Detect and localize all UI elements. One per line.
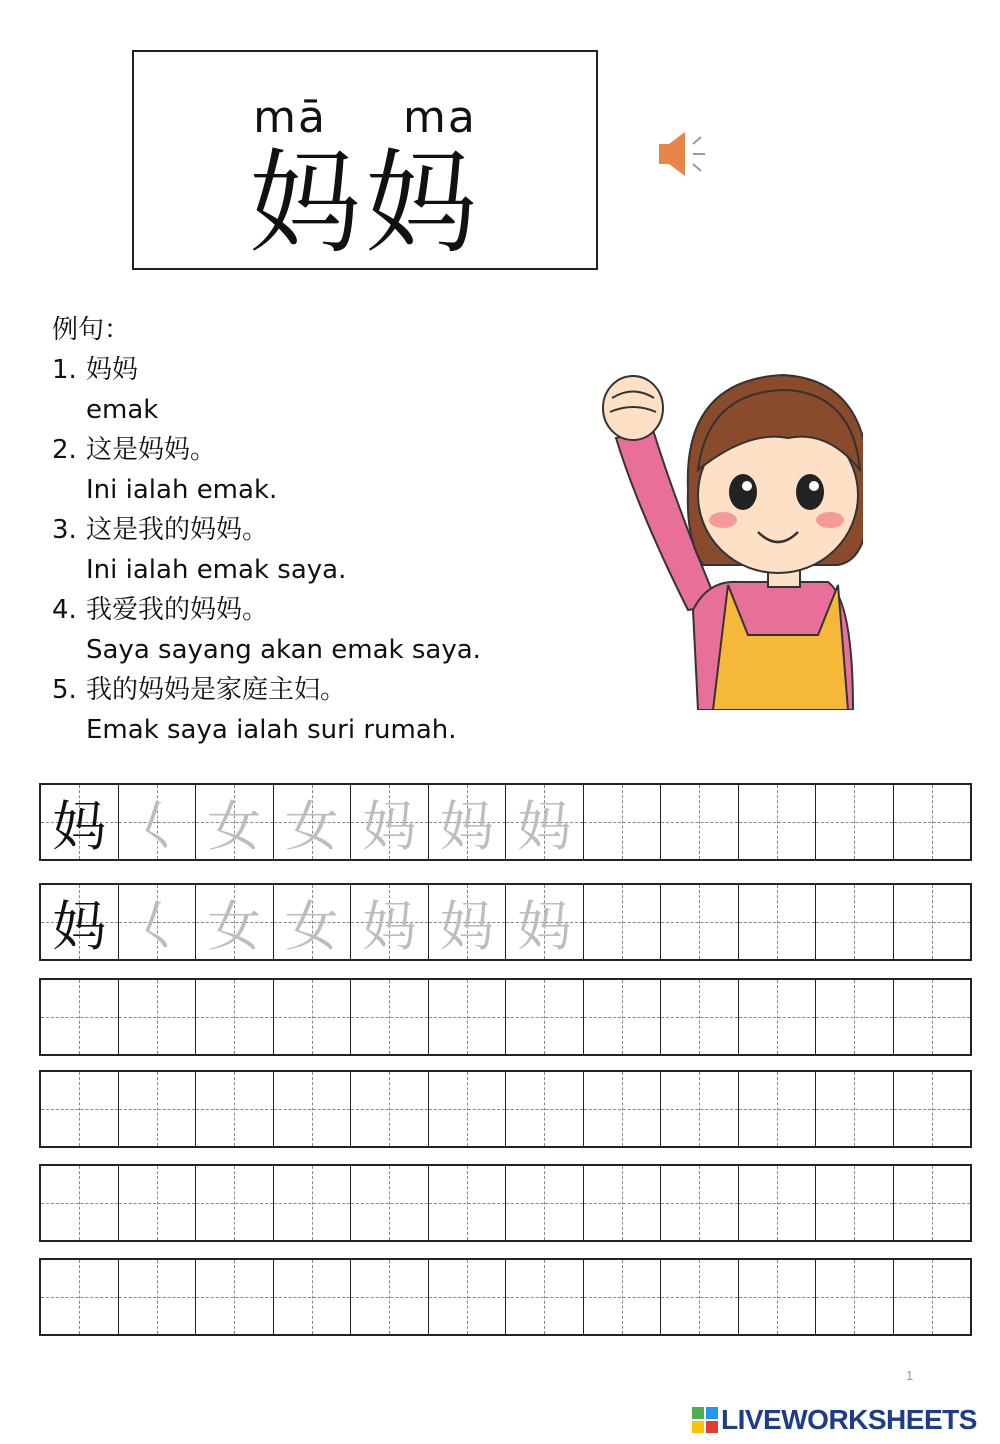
writing-cell[interactable]	[816, 980, 894, 1054]
writing-cell[interactable]	[894, 1166, 971, 1240]
blank-practice-row	[39, 1164, 972, 1242]
example-number: 2.	[52, 435, 77, 465]
writing-cell[interactable]	[274, 885, 352, 959]
writing-cell[interactable]	[274, 1260, 352, 1334]
writing-cell[interactable]	[661, 1166, 739, 1240]
example-malay: Saya sayang akan emak saya.	[86, 635, 481, 665]
stroke-trace-character: 𡿨	[129, 794, 184, 858]
example-sentences	[52, 310, 612, 750]
writing-cell[interactable]	[41, 785, 119, 859]
writing-cell[interactable]	[41, 1260, 119, 1334]
example-chinese-line	[52, 670, 612, 710]
writing-cell[interactable]	[739, 1166, 817, 1240]
writing-cell[interactable]	[119, 980, 197, 1054]
writing-cell[interactable]	[739, 980, 817, 1054]
example-malay: Ini ialah emak.	[86, 475, 278, 505]
writing-cell[interactable]	[119, 885, 197, 959]
blank-practice-row	[39, 1070, 972, 1148]
example-number: 3.	[52, 515, 77, 545]
writing-cell[interactable]	[196, 1072, 274, 1146]
example-chinese-line	[52, 510, 612, 550]
model-character: 妈	[52, 894, 107, 958]
writing-cell[interactable]	[351, 785, 429, 859]
example-chinese: 这是妈妈。	[86, 435, 217, 465]
writing-cell[interactable]	[894, 1260, 971, 1334]
writing-cell[interactable]	[429, 885, 507, 959]
stroke-trace-character: 妈	[517, 894, 572, 958]
example-chinese: 我爱我的妈妈。	[86, 595, 269, 625]
writing-cell[interactable]	[661, 885, 739, 959]
writing-cell[interactable]	[351, 1072, 429, 1146]
writing-cell[interactable]	[506, 1166, 584, 1240]
page-number: 1	[906, 1368, 914, 1383]
writing-cell[interactable]	[351, 1260, 429, 1334]
pinyin-syllable-2: ma	[403, 92, 477, 143]
speaker-icon[interactable]	[655, 128, 711, 180]
example-number: 5.	[52, 675, 77, 705]
writing-cell[interactable]	[274, 980, 352, 1054]
writing-cell[interactable]	[584, 885, 662, 959]
example-number: 4.	[52, 595, 77, 625]
example-number: 1.	[52, 355, 77, 385]
writing-cell[interactable]	[351, 1166, 429, 1240]
writing-cell[interactable]	[661, 980, 739, 1054]
writing-cell[interactable]	[816, 1166, 894, 1240]
writing-cell[interactable]	[429, 980, 507, 1054]
blank-practice-row	[39, 1258, 972, 1336]
writing-cell[interactable]	[584, 1260, 662, 1334]
example-malay: Ini ialah emak saya.	[86, 555, 347, 585]
writing-cell[interactable]	[816, 1072, 894, 1146]
writing-cell[interactable]	[739, 1260, 817, 1334]
writing-cell[interactable]	[429, 1072, 507, 1146]
writing-cell[interactable]	[506, 980, 584, 1054]
writing-cell[interactable]	[584, 980, 662, 1054]
writing-cell[interactable]	[739, 885, 817, 959]
example-malay: emak	[86, 395, 159, 425]
writing-cell[interactable]	[351, 980, 429, 1054]
example-chinese-line	[52, 430, 612, 470]
stroke-trace-character: 𡿨	[129, 894, 184, 958]
writing-cell[interactable]	[506, 885, 584, 959]
writing-cell[interactable]	[584, 1166, 662, 1240]
stroke-trace-character: 妈	[517, 794, 572, 858]
stroke-trace-character: 女	[284, 794, 339, 858]
pinyin-syllable-1: mā	[253, 92, 327, 143]
writing-cell[interactable]	[661, 785, 739, 859]
writing-cell[interactable]	[196, 980, 274, 1054]
example-chinese: 妈妈	[86, 355, 139, 385]
example-malay: Emak saya ialah suri rumah.	[86, 715, 457, 745]
stroke-order-row	[39, 883, 972, 961]
examples-heading: 例句：	[52, 315, 131, 345]
writing-cell[interactable]	[41, 980, 119, 1054]
writing-cell[interactable]	[816, 885, 894, 959]
writing-cell[interactable]	[739, 1072, 817, 1146]
writing-cell[interactable]	[274, 1072, 352, 1146]
writing-cell[interactable]	[119, 785, 197, 859]
mother-illustration	[598, 360, 863, 710]
writing-cell[interactable]	[661, 1072, 739, 1146]
writing-cell[interactable]	[351, 885, 429, 959]
pinyin-line	[134, 92, 596, 143]
writing-cell[interactable]	[506, 1260, 584, 1334]
writing-cell[interactable]	[119, 1260, 197, 1334]
writing-cell[interactable]	[894, 785, 971, 859]
writing-cell[interactable]	[274, 785, 352, 859]
writing-cell[interactable]	[816, 785, 894, 859]
writing-cell[interactable]	[816, 1260, 894, 1334]
stroke-trace-character: 妈	[362, 894, 417, 958]
stroke-trace-character: 女	[284, 894, 339, 958]
writing-cell[interactable]	[506, 785, 584, 859]
writing-cell[interactable]	[119, 1166, 197, 1240]
writing-cell[interactable]	[41, 885, 119, 959]
writing-cell[interactable]	[894, 1072, 971, 1146]
word-card	[132, 50, 598, 270]
writing-cell[interactable]	[196, 785, 274, 859]
word-hanzi: 妈妈	[249, 139, 481, 269]
writing-cell[interactable]	[196, 885, 274, 959]
example-chinese-line	[52, 350, 612, 390]
stroke-order-row	[39, 783, 972, 861]
stroke-trace-character: 妈	[362, 794, 417, 858]
example-chinese: 这是我的妈妈。	[86, 515, 269, 545]
writing-cell[interactable]	[894, 885, 971, 959]
writing-cell[interactable]	[119, 1072, 197, 1146]
writing-cell[interactable]	[894, 980, 971, 1054]
writing-cell[interactable]	[41, 1072, 119, 1146]
writing-cell[interactable]	[584, 1072, 662, 1146]
stroke-trace-character: 妈	[439, 794, 494, 858]
brand-name: LIVEWORKSHEETS	[721, 1404, 977, 1435]
writing-cell[interactable]	[506, 1072, 584, 1146]
writing-cell[interactable]	[429, 785, 507, 859]
writing-cell[interactable]	[274, 1166, 352, 1240]
liveworksheets-logo	[692, 1404, 977, 1436]
stroke-trace-character: 女	[207, 894, 262, 958]
writing-cell[interactable]	[196, 1166, 274, 1240]
example-chinese-line	[52, 590, 612, 630]
writing-cell[interactable]	[429, 1166, 507, 1240]
writing-cell[interactable]	[196, 1260, 274, 1334]
example-chinese: 我的妈妈是家庭主妇。	[86, 675, 347, 705]
writing-cell[interactable]	[739, 785, 817, 859]
stroke-trace-character: 女	[207, 794, 262, 858]
writing-cell[interactable]	[661, 1260, 739, 1334]
model-character: 妈	[52, 794, 107, 858]
blank-practice-row	[39, 978, 972, 1056]
liveworksheets-logo-icon	[692, 1407, 718, 1433]
writing-cell[interactable]	[584, 785, 662, 859]
writing-cell[interactable]	[41, 1166, 119, 1240]
writing-cell[interactable]	[429, 1260, 507, 1334]
stroke-trace-character: 妈	[439, 894, 494, 958]
